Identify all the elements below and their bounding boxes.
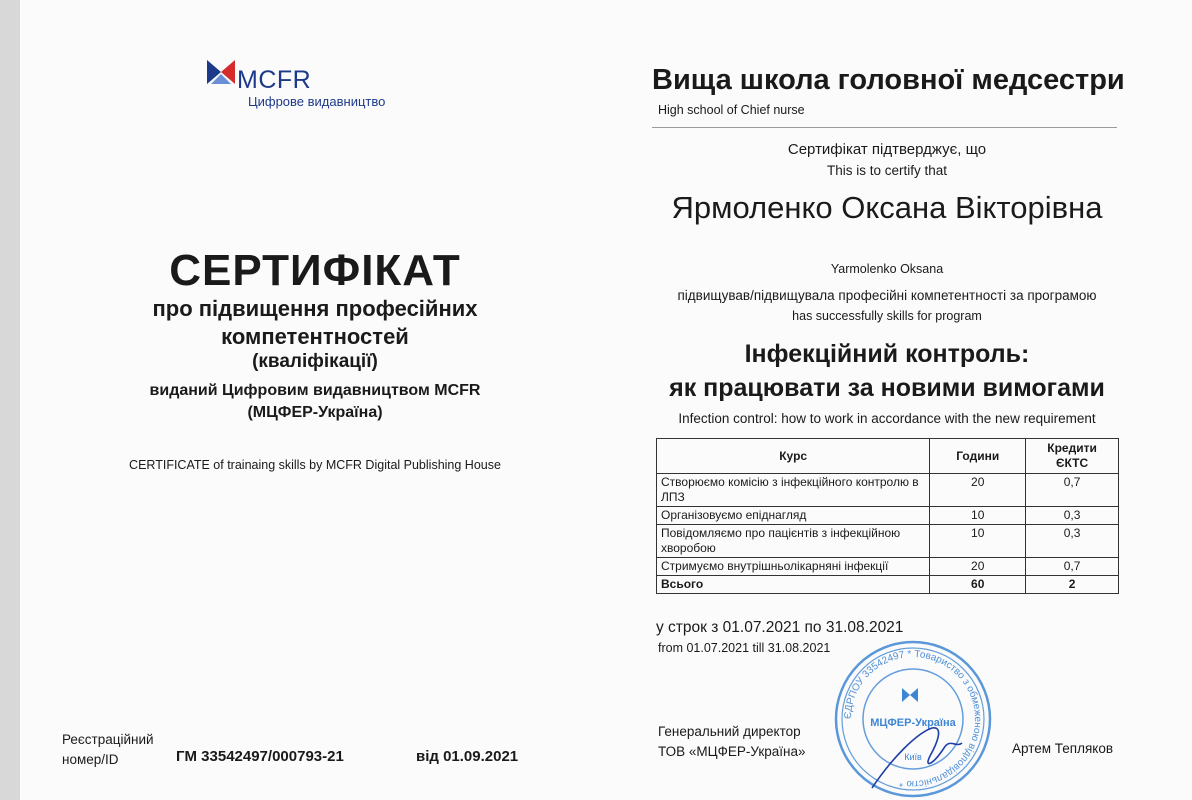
course-cell: Повідомляємо про пацієнтів з інфекційною хворобою	[657, 525, 930, 558]
study-period-english: from 01.07.2021 till 31.08.2021	[658, 641, 831, 655]
program-intro-english: has successfully skills for program	[792, 309, 982, 323]
certificate-subtitle-line3: (кваліфікації)	[252, 351, 378, 372]
recipient-name: Ярмоленко Оксана Вікторівна	[671, 190, 1103, 225]
certificate-title: СЕРТИФІКАТ	[169, 246, 461, 295]
hours-cell: 20	[930, 558, 1026, 576]
certificate-subtitle-line1: про підвищення професійних	[152, 296, 478, 321]
credits-cell: 0,7	[1026, 474, 1119, 507]
logo-subtitle: Цифрове видавництво	[248, 94, 386, 109]
total-hours: 60	[930, 576, 1026, 594]
director-name: Артем Тепляков	[1012, 741, 1114, 756]
company-stamp-icon	[832, 638, 994, 800]
certificate-english: CERTIFICATE of trainaing skills by MCFR Digital Publishing House	[129, 458, 501, 472]
certify-text-english: This is to certify that	[826, 163, 948, 178]
school-name-english: High school of Chief nurse	[658, 103, 805, 117]
table-total-row	[657, 576, 1119, 594]
registration-label-line2: номер/ID	[62, 752, 119, 767]
total-credits: 2	[1026, 576, 1119, 594]
program-title-line1: Інфекційний контроль:	[744, 340, 1030, 368]
registration-date: від 01.09.2021	[416, 748, 519, 765]
issuer-line1: виданий Цифровим видавництвом MCFR	[149, 382, 481, 399]
table-row	[657, 525, 1119, 558]
school-name: Вища школа головної медсестри	[652, 64, 1125, 96]
certificate-subtitle-line2: компетентностей	[221, 324, 409, 349]
table-row	[657, 507, 1119, 525]
registration-number: ГМ 33542497/000793-21	[176, 748, 344, 765]
table-header-row	[657, 439, 1119, 474]
program-title-line2: як працювати за новими вимогами	[669, 374, 1105, 402]
divider	[652, 127, 1117, 128]
mcfr-logo-icon	[207, 60, 235, 84]
header-hours: Години	[930, 439, 1026, 474]
credits-cell: 0,3	[1026, 507, 1119, 525]
table-row	[657, 474, 1119, 507]
certify-text: Сертифікат підтверджує, що	[787, 141, 987, 158]
course-cell: Стримуємо внутрішньолікарняні інфекції	[657, 558, 930, 576]
course-cell: Створюємо комісію з інфекційного контролю в ЛПЗ	[657, 474, 930, 507]
credits-cell: 0,7	[1026, 558, 1119, 576]
hours-cell: 10	[930, 507, 1026, 525]
director-title-line1: Генеральний директор	[658, 724, 801, 739]
hours-cell: 20	[930, 474, 1026, 507]
page-edge	[0, 0, 20, 800]
study-period: у строк з 01.07.2021 по 31.08.2021	[656, 619, 904, 636]
recipient-name-english: Yarmolenko Oksana	[830, 262, 944, 276]
issuer-line2: (МЦФЕР-Україна)	[247, 404, 383, 421]
header-course: Курс	[657, 439, 930, 474]
director-title-line2: ТОВ «МЦФЕР-Україна»	[658, 744, 806, 759]
table-row	[657, 558, 1119, 576]
credits-cell: 0,3	[1026, 525, 1119, 558]
hours-cell: 10	[930, 525, 1026, 558]
registration-label	[62, 730, 154, 770]
stamp-city: Київ	[904, 752, 922, 762]
stamp-ring-text: ЄДРПОУ 33542497 * Товариство з обмеженою відповідальністю *	[842, 648, 984, 790]
registration-label-line1: Реєстраційний	[62, 732, 154, 747]
total-label: Всього	[657, 576, 930, 594]
program-intro: підвищував/підвищувала професійні компетентності за програмою	[677, 288, 1097, 303]
director-title	[658, 722, 806, 762]
courses-table	[656, 438, 1119, 594]
program-title-english: Infection control: how to work in accordance with the new requirement	[678, 411, 1096, 426]
header-credits: Кредити ЄКТС	[1026, 439, 1119, 474]
logo-name: MCFR	[237, 66, 312, 94]
stamp-center-text: МЦФЕР-Україна	[870, 717, 956, 729]
course-cell: Організовуємо епіднагляд	[657, 507, 930, 525]
